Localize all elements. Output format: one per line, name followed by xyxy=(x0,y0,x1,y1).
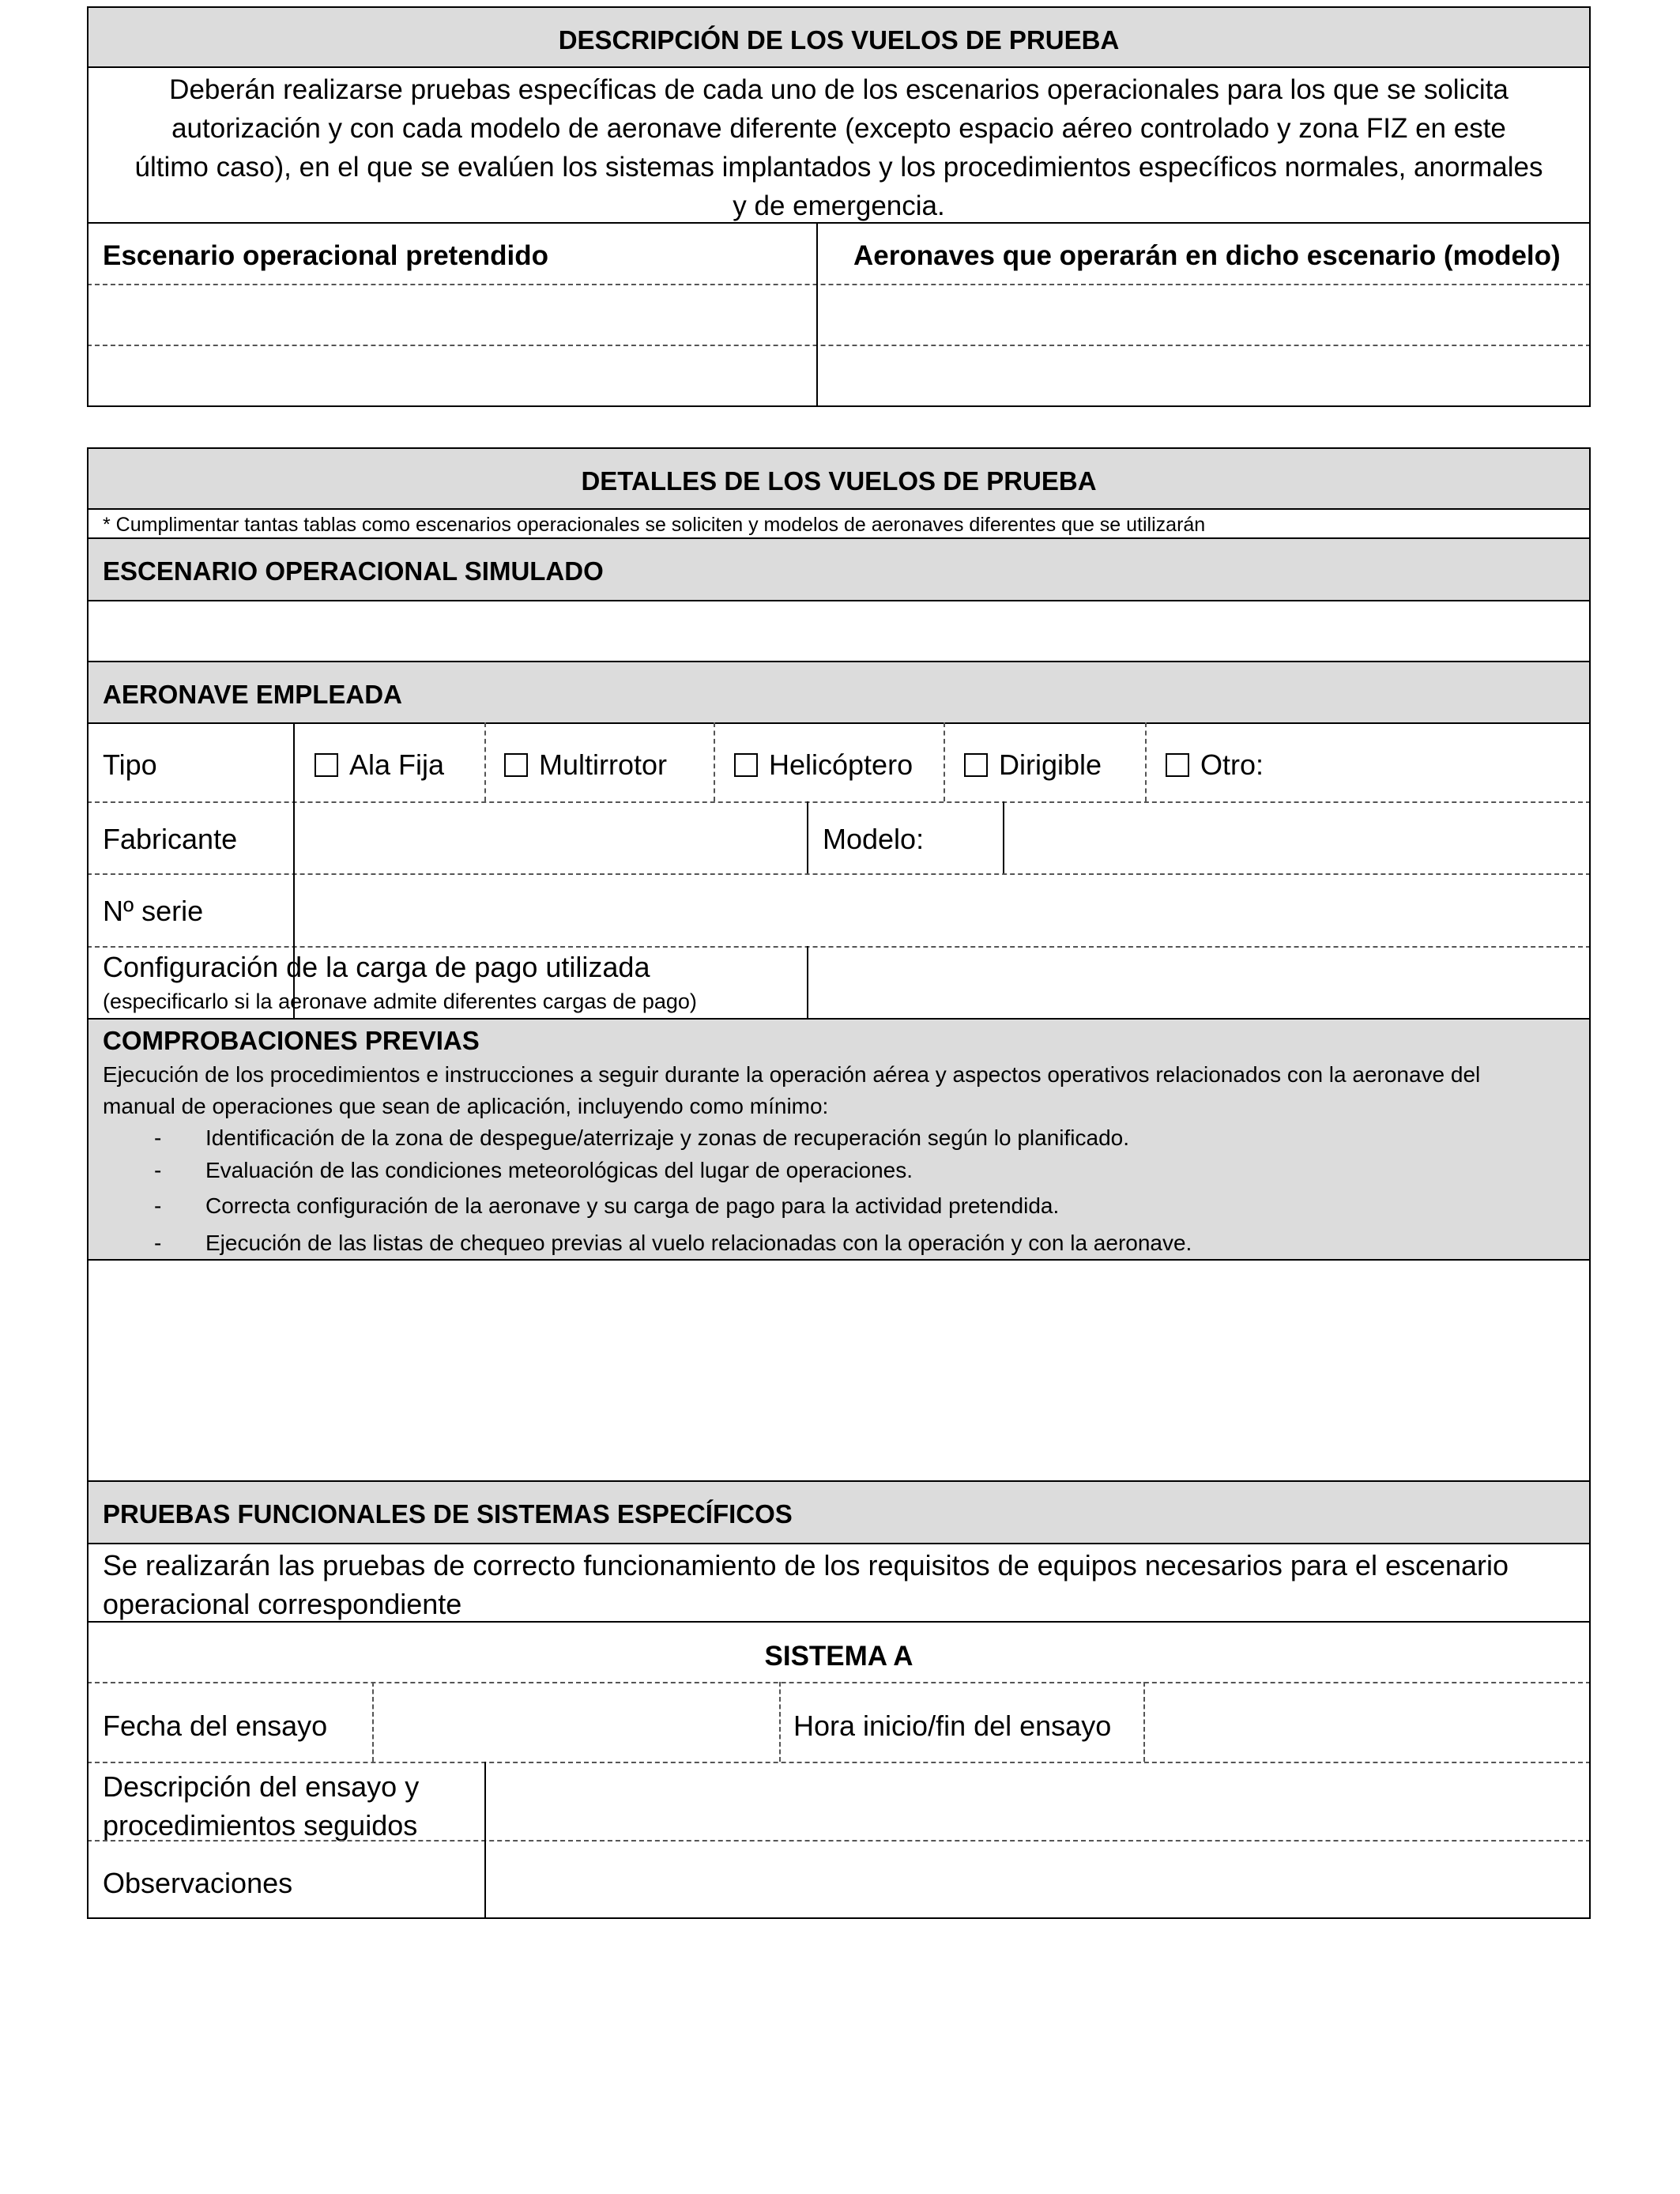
pruebas-text-line: operacional correspondiente xyxy=(103,1588,462,1620)
descripcion-text-line: y de emergencia. xyxy=(733,190,945,221)
carga-label: Configuración de la carga de pago utilizada xyxy=(103,951,650,983)
descripcion-text-line: Deberán realizarse pruebas específicas de cada uno de los escenarios operacionales para los que se solicita xyxy=(169,74,1509,105)
tipo-option-label: Otro: xyxy=(1200,748,1264,781)
comprobaciones-item: Evaluación de las condiciones meteorológicas del lugar de operaciones. xyxy=(205,1158,913,1182)
tipo-option-label: Helicóptero xyxy=(769,748,913,781)
bullet-dash: - xyxy=(154,1158,162,1182)
fabricante-label: Fabricante xyxy=(103,823,238,855)
tipo-option-label: Multirrotor xyxy=(539,748,668,781)
col-header-aeronaves: Aeronaves que operarán en dicho escenario (modelo) xyxy=(853,240,1561,271)
aeronave-header: AERONAVE EMPLEADA xyxy=(103,680,402,709)
descripcion-ensayo-label-line: procedimientos seguidos xyxy=(103,1809,418,1842)
comprobaciones-item: Identificación de la zona de despegue/aterrizaje y zonas de recuperación según lo planificado. xyxy=(205,1125,1129,1150)
comprobaciones-item: Correcta configuración de la aeronave y su carga de pago para la actividad pretendida. xyxy=(205,1193,1060,1218)
bullet-dash: - xyxy=(154,1125,162,1150)
carga-sublabel: (especificarlo si la aeronave admite diferentes cargas de pago) xyxy=(103,990,697,1013)
bullet-dash: - xyxy=(154,1193,162,1218)
observaciones-label: Observaciones xyxy=(103,1867,293,1899)
bullet-dash: - xyxy=(154,1231,162,1255)
col-header-escenario: Escenario operacional pretendido xyxy=(103,240,549,271)
sistema-title: SISTEMA A xyxy=(764,1641,913,1672)
modelo-label: Modelo: xyxy=(823,823,925,855)
comprobaciones-item: Ejecución de las listas de chequeo previas al vuelo relacionadas con la operación y con la aeronave. xyxy=(205,1231,1192,1255)
descripcion-text-line: último caso), en el que se evalúen los sistemas implantados y los procedimientos específicos normales, anormales xyxy=(134,152,1543,183)
comprobaciones-header: COMPROBACIONES PREVIAS xyxy=(103,1026,480,1055)
detalles-title: DETALLES DE LOS VUELOS DE PRUEBA xyxy=(581,466,1097,496)
serie-label: Nº serie xyxy=(103,895,204,927)
fecha-label: Fecha del ensayo xyxy=(103,1710,328,1742)
tipo-option-label: Ala Fija xyxy=(349,748,445,781)
detalles-border xyxy=(87,447,1591,1919)
descripcion-border xyxy=(87,6,1591,407)
pruebas-text-line: Se realizarán las pruebas de correcto funcionamiento de los requisitos de equipos necesarios para el escenario xyxy=(103,1549,1509,1581)
descripcion-ensayo-label-line: Descripción del ensayo y xyxy=(103,1770,420,1803)
detalles-note: * Cumplimentar tantas tablas como escenarios operacionales se soliciten y modelos de aeronaves diferentes que se utilizarán xyxy=(103,514,1206,536)
descripcion-text-line: autorización y con cada modelo de aeronave diferente (excepto espacio aéreo controlado y zona FIZ en este xyxy=(171,113,1506,144)
escenario-header: ESCENARIO OPERACIONAL SIMULADO xyxy=(103,556,604,586)
tipo-option-label: Dirigible xyxy=(999,748,1102,781)
comprobaciones-intro-line: manual de operaciones que sean de aplicación, incluyendo como mínimo: xyxy=(103,1094,829,1118)
pruebas-header: PRUEBAS FUNCIONALES DE SISTEMAS ESPECÍFICOS xyxy=(103,1499,793,1529)
tipo-label: Tipo xyxy=(103,748,157,781)
descripcion-title: DESCRIPCIÓN DE LOS VUELOS DE PRUEBA xyxy=(558,25,1120,55)
hora-label: Hora inicio/fin del ensayo xyxy=(793,1710,1112,1742)
comprobaciones-intro-line: Ejecución de los procedimientos e instrucciones a seguir durante la operación aérea y aspectos operativos relacionados con la aeronave del xyxy=(103,1062,1481,1087)
